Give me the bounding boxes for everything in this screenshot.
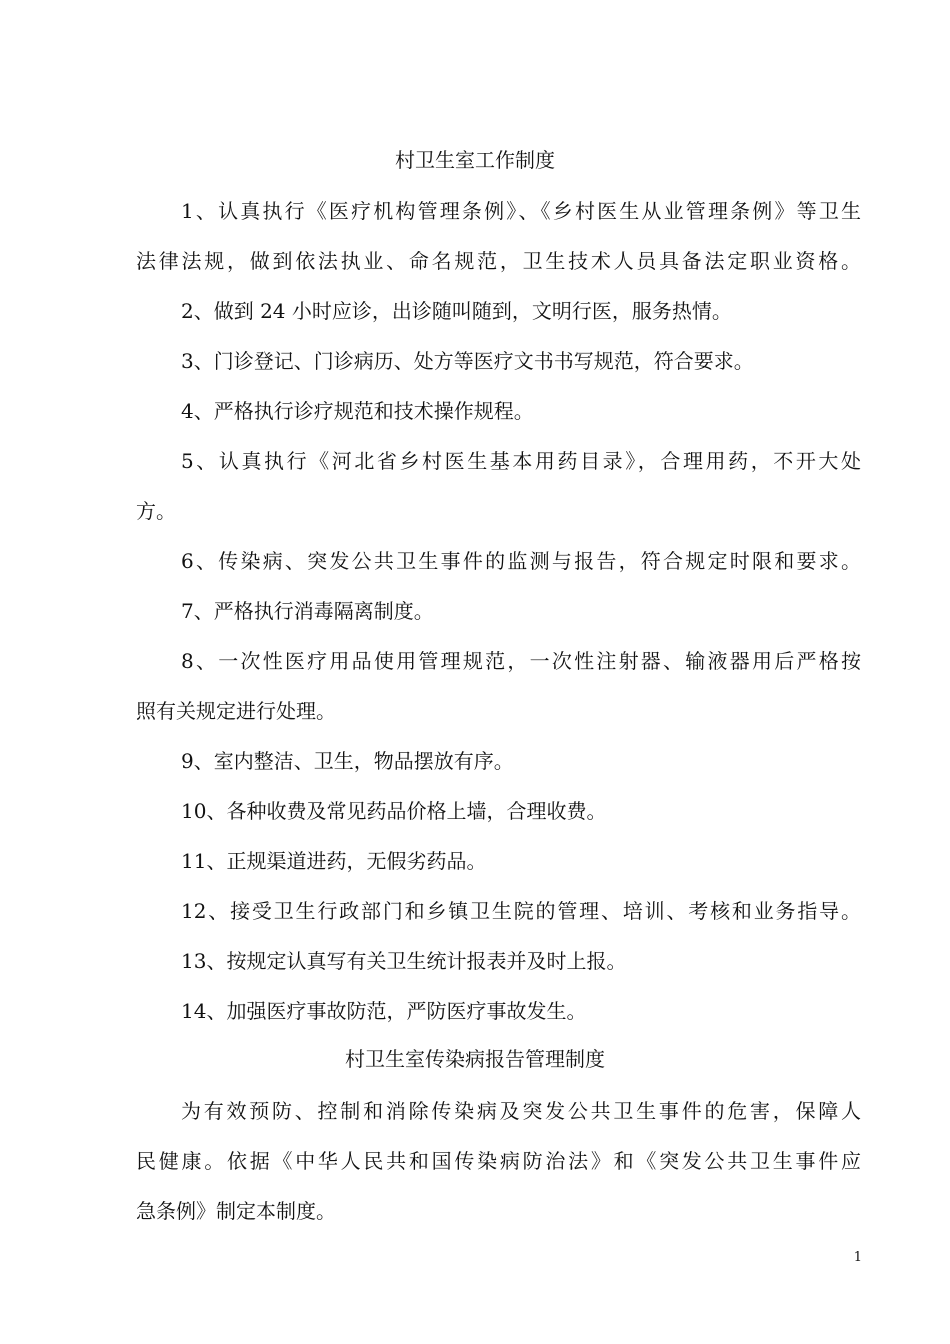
rule-6: 6、传染病、突发公共卫生事件的监测与报告，符合规定时限和要求。 [181,549,861,573]
rule-5-line-1: 5、认真执行《河北省乡村医生基本用药目录》，合理用药，不开大处 [181,449,861,473]
section-title: 村卫生室传染病报告管理制度 [345,1047,605,1071]
rule-4: 4、严格执行诊疗规范和技术操作规程。 [181,399,534,423]
rule-7: 7、严格执行消毒隔离制度。 [181,599,434,623]
rule-5-line-2: 方。 [136,499,176,523]
rule-1-line-1: 1、认真执行《医疗机构管理条例》、《乡村医生从业管理条例》等卫生 [181,199,861,223]
intro-line-2: 民健康。依据《中华人民共和国传染病防治法》和《突发公共卫生事件应 [136,1149,861,1173]
intro-line-1: 为有效预防、控制和消除传染病及突发公共卫生事件的危害，保障人 [181,1099,861,1123]
rule-1-line-2: 法律法规，做到依法执业、命名规范，卫生技术人员具备法定职业资格。 [136,249,861,273]
rule-3: 3、门诊登记、门诊病历、处方等医疗文书书写规范，符合要求。 [181,349,754,373]
rule-9: 9、室内整洁、卫生，物品摆放有序。 [181,749,514,773]
rule-10: 10、各种收费及常见药品价格上墙，合理收费。 [181,799,607,823]
page-number: 1 [853,1250,862,1265]
intro-line-3: 急条例》制定本制度。 [136,1199,336,1223]
rule-8-line-2: 照有关规定进行处理。 [136,699,336,723]
rule-2: 2、做到 24 小时应诊，出诊随叫随到，文明行医，服务热情。 [181,299,732,323]
rule-13: 13、按规定认真写有关卫生统计报表并及时上报。 [181,949,627,973]
rule-8-line-1: 8、一次性医疗用品使用管理规范，一次性注射器、输液器用后严格按 [181,649,861,673]
rule-11: 11、正规渠道进药，无假劣药品。 [181,849,487,873]
document-title: 村卫生室工作制度 [395,148,555,172]
rule-14: 14、加强医疗事故防范，严防医疗事故发生。 [181,999,587,1023]
rule-12: 12、接受卫生行政部门和乡镇卫生院的管理、培训、考核和业务指导。 [181,899,861,923]
